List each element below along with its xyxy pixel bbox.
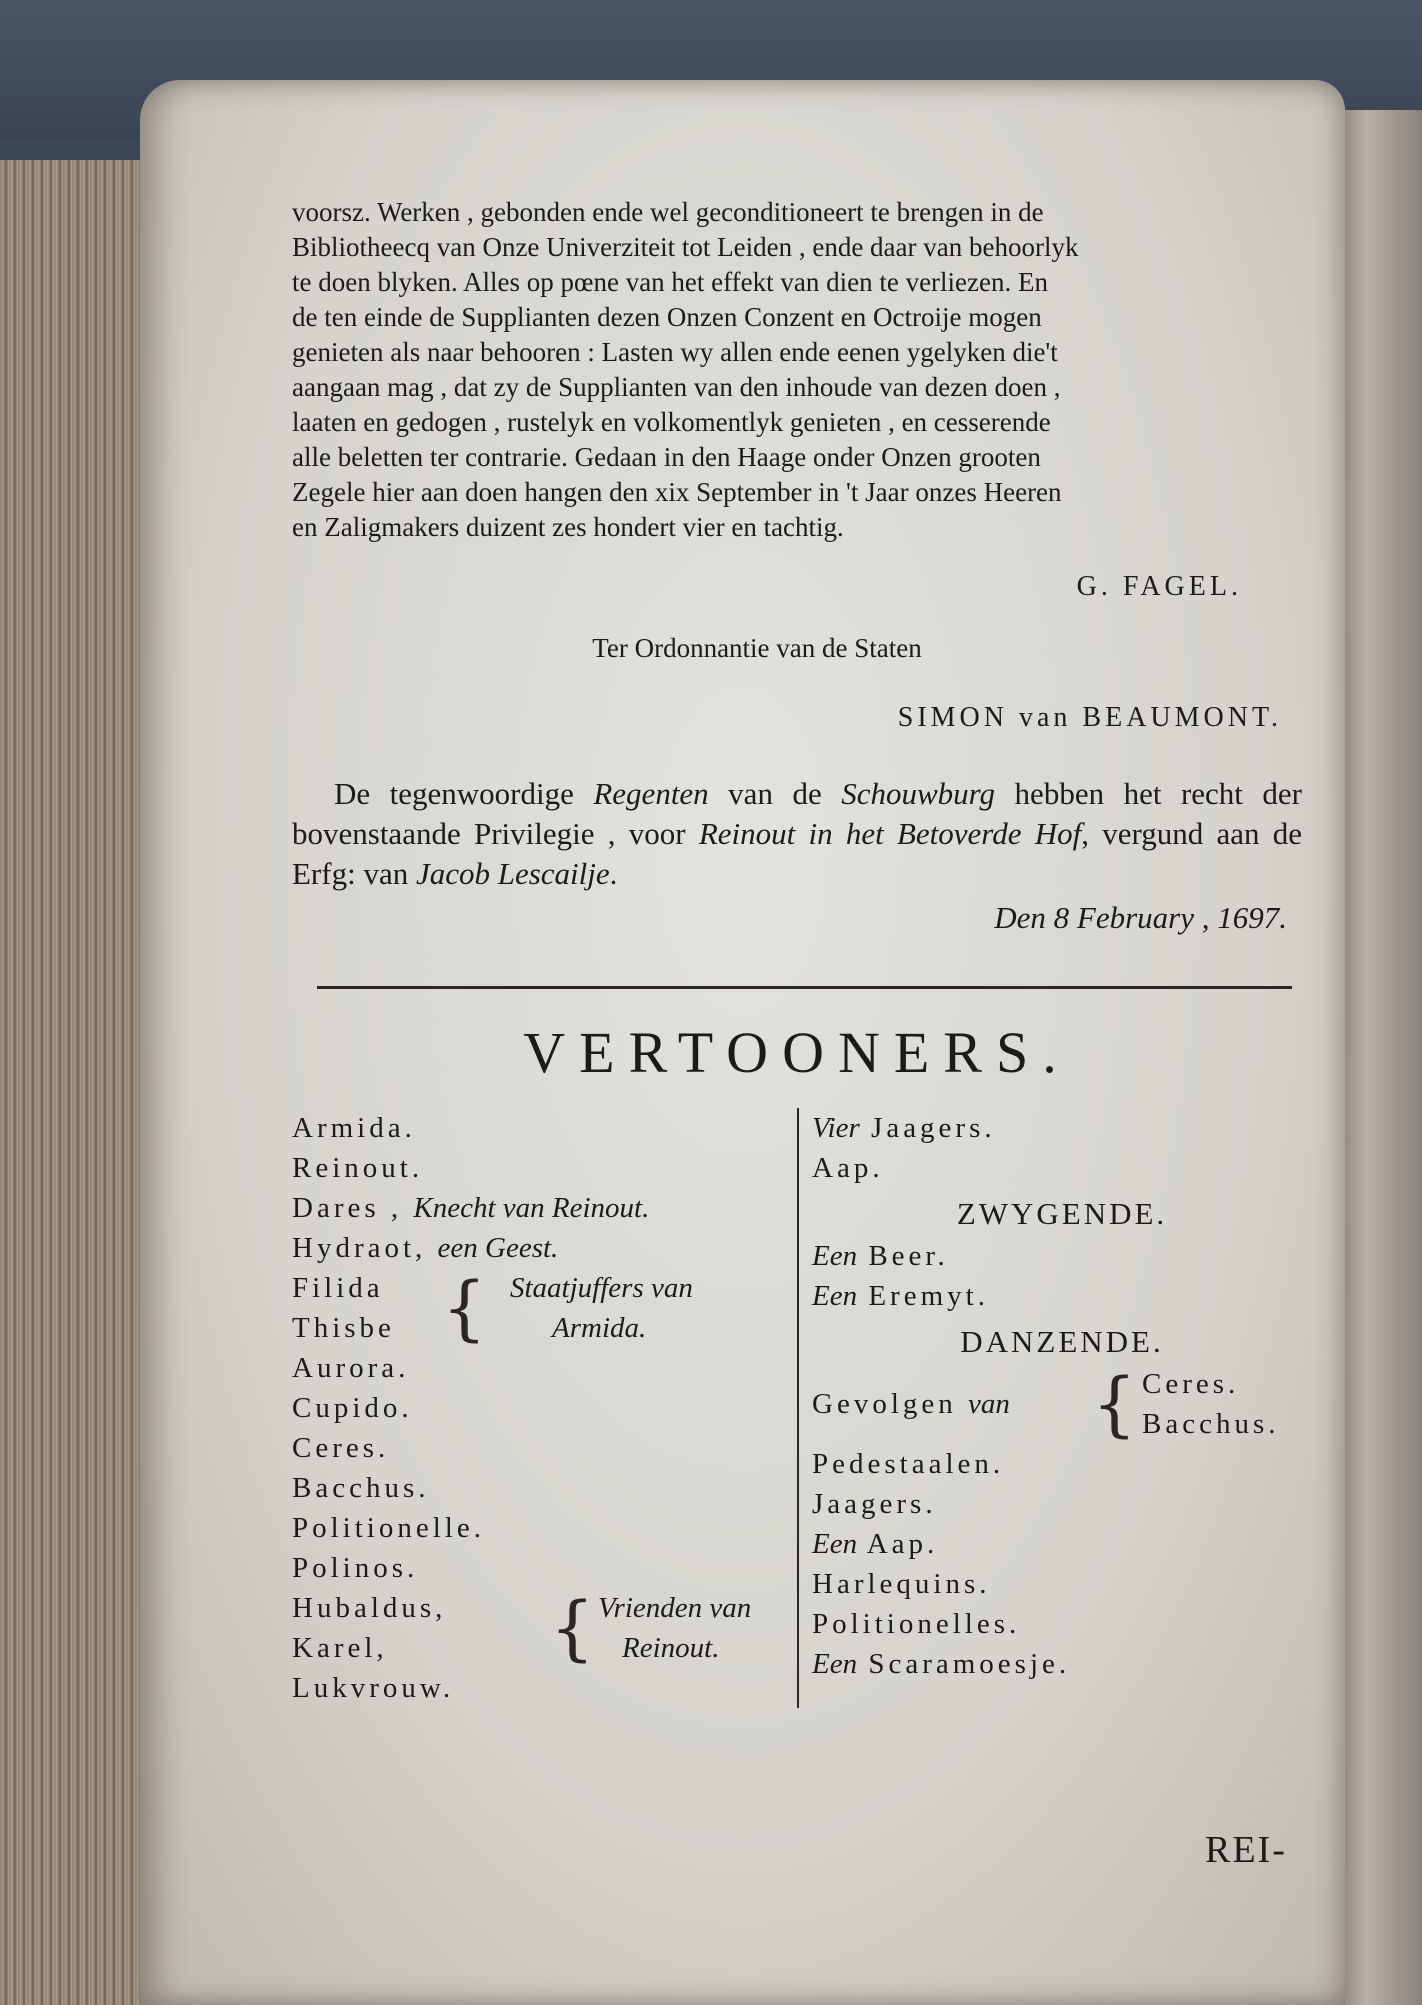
section-heading: VERTOONERS. <box>523 1020 1071 1085</box>
cast-entry <box>292 1228 792 1268</box>
cast-entry: Pedestaalen. <box>812 1448 1005 1480</box>
regenten-notice <box>292 774 1302 894</box>
cast-group-vrienden <box>292 1588 792 1668</box>
subheading-zwygende: ZWYGENDE. <box>956 1196 1168 1231</box>
cast-name: Gevolgen <box>812 1388 968 1420</box>
cast-name: Karel, <box>292 1632 388 1664</box>
cast-prefix: Vier <box>812 1112 860 1144</box>
cast-entry: Jaagers. <box>812 1488 937 1520</box>
cast-description: een Geest. <box>437 1232 559 1264</box>
cast-name: Ceres. <box>1142 1368 1240 1400</box>
cast-description: Vrienden van <box>598 1592 752 1624</box>
cast-prefix: Een <box>812 1240 858 1272</box>
cast-name: Filida <box>292 1272 384 1304</box>
cast-entry: Armida. <box>292 1112 416 1144</box>
cast-column-right <box>812 1108 1312 1684</box>
cast-entry <box>292 1188 792 1228</box>
cast-entry <box>812 1524 1312 1564</box>
text-line: aangaan mag , dat zy de Supplianten van den inhoude van dezen doen , <box>292 372 1061 402</box>
cast-description: Knecht van Reinout. <box>413 1192 650 1224</box>
notice-italic: Schouwburg <box>841 776 996 811</box>
book-page-edges-left <box>0 160 150 2005</box>
signature-fagel: G. FAGEL. <box>1076 571 1242 602</box>
cast-description: Staatjuffers van <box>510 1272 693 1304</box>
notice-text: De tegenwoordige <box>334 776 594 811</box>
cast-entry <box>812 1236 1312 1276</box>
cast-name: Jaagers. <box>859 1112 996 1144</box>
cast-description: Reinout. <box>622 1632 720 1664</box>
text-line: en Zaligmakers duizent zes hondert vier en tachtig. <box>292 512 844 542</box>
text-line: alle beletten ter contrarie. Gedaan in den Haage onder Onzen grooten <box>292 442 1041 472</box>
notice-text: hebben het recht der bovenstaande Privilegie , voor <box>292 776 1302 851</box>
notice-italic: Jacob Lescailje <box>415 856 610 891</box>
ordonnantie-line: Ter Ordonnantie van de Staten <box>592 633 922 663</box>
brace-icon: { <box>1092 1363 1141 1445</box>
text-line: Zegele hier aan doen hangen den xix September in 't Jaar onzes Heeren <box>292 477 1062 507</box>
cast-group-gevolgen <box>812 1364 1312 1444</box>
cast-entry: Politionelles. <box>812 1608 1021 1640</box>
cast-entry: Cupido. <box>292 1392 413 1424</box>
text-line: laaten en gedogen , rustelyk en volkomentlyk genieten , en cesserende <box>292 407 1051 437</box>
privilege-text <box>292 195 1302 545</box>
subheading-danzende: DANZENDE. <box>960 1324 1164 1359</box>
notice-italic: Regenten <box>593 776 709 811</box>
cast-group-staatjuffers <box>292 1268 792 1348</box>
notice-text: , vergund aan de Erfg: van <box>292 816 1302 891</box>
cast-entry <box>812 1644 1312 1684</box>
text-line: te doen blyken. Alles op pœne van het effekt van dien te verliezen. En <box>292 267 1048 297</box>
notice-text: van de <box>708 776 842 811</box>
signature-simon: SIMON van BEAUMONT. <box>897 702 1282 733</box>
text-line: Bibliotheecq van Onze Univerziteit tot Leiden , ende daar van behoorlyk <box>292 232 1079 262</box>
brace-icon: { <box>442 1267 491 1349</box>
notice-text: . <box>609 856 618 891</box>
cast-name: Hubaldus, <box>292 1592 447 1624</box>
cast-prefix: van <box>968 1388 1010 1420</box>
horizontal-rule <box>317 986 1292 989</box>
cast-description: Armida. <box>552 1312 647 1344</box>
cast-entry: Aap. <box>812 1152 884 1184</box>
column-divider <box>797 1108 799 1708</box>
notice-date: Den 8 February , 1697. <box>994 900 1287 935</box>
cast-prefix: Een <box>812 1648 858 1680</box>
cast-entry: Bacchus. <box>292 1472 430 1504</box>
cast-name: Dares , <box>292 1192 414 1224</box>
text-line: de ten einde de Supplianten dezen Onzen Conzent en Octroije mogen <box>292 302 1042 332</box>
cast-name: Aap. <box>857 1528 939 1560</box>
cast-entry: Harlequins. <box>812 1568 991 1600</box>
cast-prefix: Een <box>812 1528 858 1560</box>
cast-name: Bacchus. <box>1142 1408 1280 1440</box>
brace-icon: { <box>550 1587 599 1669</box>
notice-italic: Reinout in het Betoverde Hof <box>698 816 1082 851</box>
cast-entry: Aurora. <box>292 1352 410 1384</box>
cast-entry <box>812 1108 1312 1148</box>
cast-entry: Politionelle. <box>292 1512 485 1544</box>
cast-list <box>292 1108 1302 1748</box>
text-line: voorsz. Werken , gebonden ende wel geconditioneert te brengen in de <box>292 197 1044 227</box>
page-content <box>292 195 1302 1748</box>
cast-prefix: Een <box>812 1280 858 1312</box>
cast-entry: Lukvrouw. <box>292 1672 455 1704</box>
cast-name: Beer. <box>857 1240 949 1272</box>
cast-entry: Polinos. <box>292 1552 419 1584</box>
cast-entry: Ceres. <box>292 1432 390 1464</box>
cast-name: Scaramoesje. <box>857 1648 1071 1680</box>
cast-name: Thisbe <box>292 1312 395 1344</box>
cast-column-left <box>292 1108 792 1708</box>
cast-name: Hydraot, <box>292 1232 438 1264</box>
cast-entry: Reinout. <box>292 1152 424 1184</box>
cast-entry <box>812 1276 1312 1316</box>
catchword: REI- <box>1205 1829 1287 1871</box>
cast-name: Eremyt. <box>857 1280 989 1312</box>
cast-entry <box>812 1384 1010 1424</box>
text-line: genieten als naar behooren : Lasten wy allen ende eenen ygelyken die't <box>292 337 1058 367</box>
